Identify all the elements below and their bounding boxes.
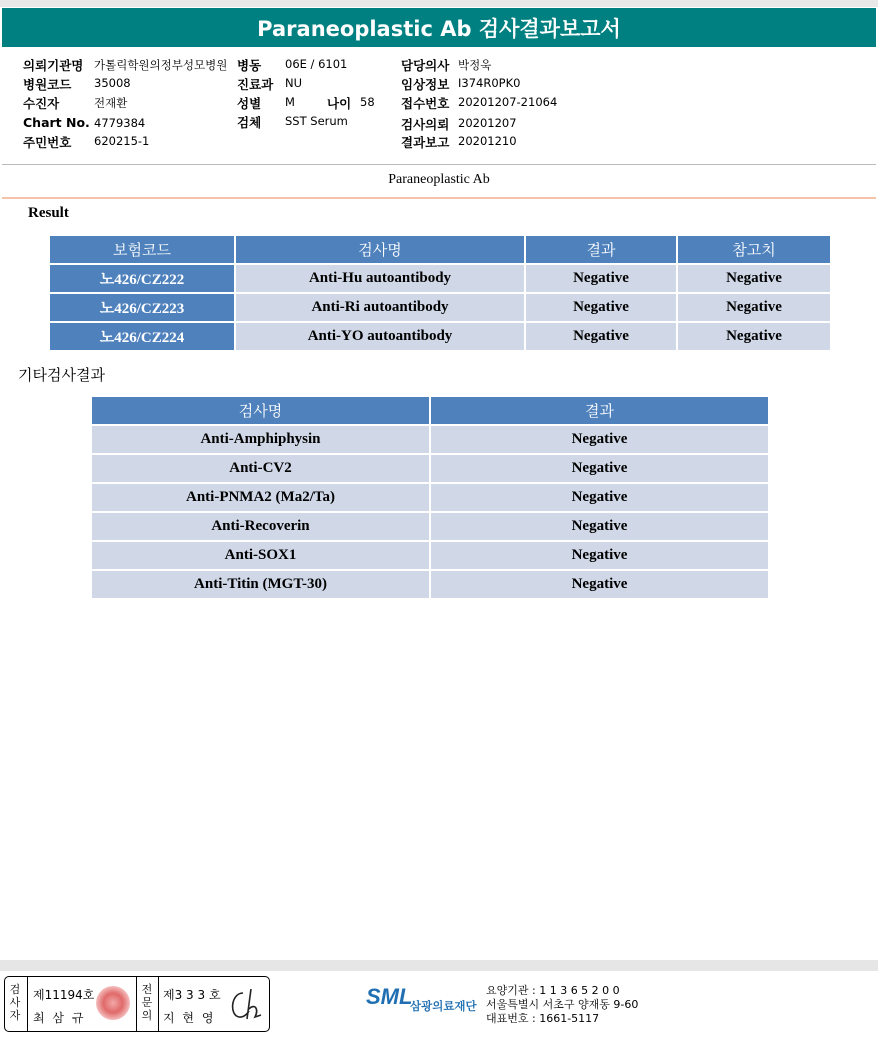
signature-icon — [225, 985, 265, 1023]
reference-cell: Negative — [678, 323, 830, 350]
table-header-row — [50, 236, 830, 263]
doctor-value: 박정욱 — [458, 58, 492, 72]
specialist-label: 전문의 — [141, 983, 153, 1022]
chart-value: 4779384 — [94, 116, 146, 130]
dept-label: 진료과 — [237, 77, 274, 92]
column-header: 검사명 — [236, 236, 524, 263]
insurance-code-cell: 노426/CZ224 — [50, 323, 234, 350]
receipt-label: 접수번호 — [401, 96, 450, 111]
result-table — [48, 234, 832, 352]
sex-value: M — [285, 95, 295, 109]
result-cell: Negative — [526, 265, 676, 292]
clinical-label: 임상정보 — [401, 77, 450, 92]
table-row — [92, 571, 768, 598]
section-title: Paraneoplastic Ab — [388, 172, 490, 187]
result-cell: Negative — [526, 294, 676, 321]
table-row — [50, 294, 830, 321]
column-header: 참고치 — [678, 236, 830, 263]
table-row — [92, 542, 768, 569]
report-date-label: 결과보고 — [401, 135, 450, 150]
hospital-code-label: 병원코드 — [23, 77, 72, 92]
tester-number: 제11194호 — [33, 988, 95, 1002]
hospital-code-value: 35008 — [94, 76, 131, 90]
result-cell: Negative — [431, 484, 768, 511]
test-name-cell: Anti-Titin (MGT-30) — [92, 571, 429, 598]
phone: 대표번호 : 1661-5117 — [486, 1012, 600, 1025]
sml-logo — [366, 984, 477, 1013]
insurance-code-cell: 노426/CZ222 — [50, 265, 234, 292]
result-cell: Negative — [431, 455, 768, 482]
specimen-value: SST Serum — [285, 114, 348, 128]
result-cell: Negative — [526, 323, 676, 350]
request-org-value: 가톨릭학원의정부성모병원 — [94, 58, 228, 72]
section-divider — [2, 197, 876, 199]
ward-value: 06E / 6101 — [285, 57, 348, 71]
test-name-cell: Anti-SOX1 — [92, 542, 429, 569]
clinical-value: I374R0PK0 — [458, 76, 521, 90]
insurance-code-cell: 노426/CZ223 — [50, 294, 234, 321]
report-title: Paraneoplastic Ab 검사결과보고서 — [2, 8, 876, 47]
test-name-cell: Anti-PNMA2 (Ma2/Ta) — [92, 484, 429, 511]
result-cell: Negative — [431, 571, 768, 598]
table-row — [50, 323, 830, 350]
column-header: 보험코드 — [50, 236, 234, 263]
test-name-cell: Anti-Amphiphysin — [92, 426, 429, 453]
other-tests-table — [90, 395, 770, 600]
table-header-row — [92, 397, 768, 424]
dept-value: NU — [285, 76, 303, 90]
seal-stamp — [96, 986, 130, 1020]
sex-label: 성별 — [237, 96, 262, 111]
tester-name: 최 삼 규 — [33, 1011, 86, 1025]
ward-label: 병동 — [237, 58, 262, 73]
divider — [136, 977, 137, 1031]
reference-cell: Negative — [678, 294, 830, 321]
test-name-cell: Anti-YO autoantibody — [236, 323, 524, 350]
column-header: 결과 — [526, 236, 676, 263]
top-strip — [0, 0, 878, 7]
age-label: 나이 — [327, 96, 352, 111]
agency-number: 요양기관 : 1 1 3 6 5 2 0 0 — [486, 984, 620, 997]
table-row — [92, 426, 768, 453]
table-row — [92, 513, 768, 540]
result-cell: Negative — [431, 542, 768, 569]
test-name-cell: Anti-CV2 — [92, 455, 429, 482]
result-cell: Negative — [431, 513, 768, 540]
divider — [158, 977, 159, 1031]
org-contact — [486, 984, 638, 1026]
receipt-value: 20201207-21064 — [458, 95, 558, 109]
other-tests-heading: 기타검사결과 — [18, 366, 105, 384]
org-name: 삼광의료재단 — [410, 999, 477, 1013]
divider — [2, 164, 876, 165]
doctor-label: 담당의사 — [401, 58, 450, 73]
table-row — [92, 484, 768, 511]
test-name-cell: Anti-Recoverin — [92, 513, 429, 540]
result-heading: Result — [28, 205, 69, 221]
test-request-value: 20201207 — [458, 116, 517, 130]
test-name-cell: Anti-Ri autoantibody — [236, 294, 524, 321]
tester-label: 검사자 — [9, 983, 21, 1022]
result-cell: Negative — [431, 426, 768, 453]
specialist-name: 지 현 영 — [163, 1011, 216, 1025]
divider — [27, 977, 28, 1031]
patient-value: 전재환 — [94, 96, 128, 110]
report-date-value: 20201210 — [458, 134, 517, 148]
patient-label: 수진자 — [23, 96, 60, 111]
footer-strip — [0, 960, 878, 971]
logo-text: SML — [366, 984, 413, 1009]
column-header: 검사명 — [92, 397, 429, 424]
resident-value: 620215-1 — [94, 134, 150, 148]
column-header: 결과 — [431, 397, 768, 424]
table-row — [50, 265, 830, 292]
resident-label: 주민번호 — [23, 135, 72, 150]
signature-box — [4, 976, 270, 1032]
request-org-label: 의뢰기관명 — [23, 58, 84, 73]
test-name-cell: Anti-Hu autoantibody — [236, 265, 524, 292]
age-value: 58 — [360, 95, 375, 109]
address: 서울특별시 서초구 양재동 9-60 — [486, 998, 639, 1011]
reference-cell: Negative — [678, 265, 830, 292]
test-request-label: 검사의뢰 — [401, 117, 450, 132]
specimen-label: 검체 — [237, 115, 262, 130]
patient-info — [0, 55, 878, 155]
table-row — [92, 455, 768, 482]
specialist-number: 제3 3 3 호 — [163, 988, 221, 1002]
chart-label: Chart No. — [23, 115, 90, 130]
